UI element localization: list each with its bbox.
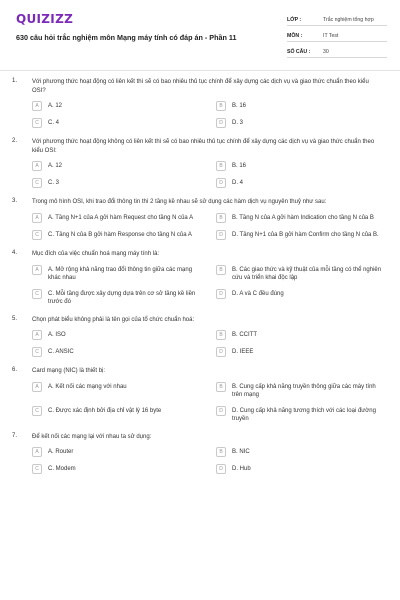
question-list — [0, 78, 400, 484]
answer-option[interactable] — [32, 178, 200, 188]
answer-options — [32, 330, 384, 357]
option-letter-box: A — [32, 382, 42, 392]
option-text: C. 3 — [48, 180, 60, 187]
option-text: C. Được xác định bởi địa chỉ vật lý 16 byte — [48, 407, 162, 414]
answer-option[interactable] — [32, 101, 200, 111]
option-text: B. Tầng N của A gởi hàm Indication cho tầng N của B — [232, 214, 374, 221]
option-text: D. Cung cấp khả năng tương thích với các loại đường truyền — [232, 407, 376, 422]
answer-option[interactable] — [32, 382, 200, 399]
answer-options — [32, 265, 384, 306]
meta-label: MÔN : — [287, 33, 303, 39]
question-text: Để kết nối các mạng lại với nhau ta sử dụng: — [32, 433, 152, 440]
meta-value: IT Test — [323, 33, 339, 39]
option-letter-box: D — [216, 289, 226, 299]
question-text: Với phương thức hoạt động không có liên kết thì sẽ có bao nhiêu thủ tục chính để xây dựng các dịch vụ và giao thức chuẩn theo kiểu OSI: — [32, 139, 375, 154]
option-text: C. Mỗi tầng được xây dựng dựa trên cơ sở tầng kề liền trước đó — [48, 290, 196, 305]
option-letter-box: B — [216, 213, 226, 223]
option-letter-box: B — [216, 330, 226, 340]
answer-option[interactable] — [32, 265, 200, 282]
option-text: A. 12 — [48, 103, 63, 110]
question-item — [0, 250, 400, 306]
option-letter-box: C — [32, 347, 42, 357]
answer-option[interactable] — [32, 161, 200, 171]
option-letter-box: D — [216, 347, 226, 357]
answer-option[interactable] — [216, 265, 384, 282]
option-letter-box: C — [32, 464, 42, 474]
answer-option[interactable] — [216, 289, 384, 306]
answer-option[interactable] — [32, 213, 200, 223]
question-text: Chọn phát biểu không phải là tên gọi của tổ chức chuẩn hoá: — [32, 316, 195, 323]
answer-option[interactable] — [216, 118, 384, 128]
option-letter-box: B — [216, 265, 226, 275]
question-text: Mục đích của việc chuẩn hoá mạng máy tính là: — [32, 250, 160, 257]
answer-option[interactable] — [32, 347, 200, 357]
meta-row — [287, 12, 387, 26]
option-letter-box: D — [216, 118, 226, 128]
option-letter-box: D — [216, 464, 226, 474]
answer-option[interactable] — [32, 289, 200, 306]
option-text: C. Tầng N của B gởi hàm Response cho tầng N của A — [48, 231, 192, 238]
answer-option[interactable] — [216, 230, 384, 240]
option-text: B. Các giao thức và kỹ thuật của mỗi tầng có thể nghiên cứu và triển khai độc lập — [232, 266, 382, 281]
option-letter-box: C — [32, 118, 42, 128]
question-text: Với phương thức hoạt động có liên kết thì sẽ có bao nhiêu thủ tục chính để xây dựng các dịch vụ và giao thức chuẩn theo kiểu OSI? — [32, 79, 369, 94]
question-item — [0, 433, 400, 475]
meta-value: 30 — [323, 49, 329, 55]
option-letter-box: A — [32, 161, 42, 171]
quizizz-logo: QUIZIZZ — [16, 12, 74, 26]
question-number: 7. — [12, 432, 18, 439]
meta-value: Trắc nghiệm tổng hợp — [323, 17, 374, 23]
answer-option[interactable] — [32, 330, 200, 340]
answer-option[interactable] — [216, 347, 384, 357]
option-letter-box: C — [32, 406, 42, 416]
option-text: A. 12 — [48, 163, 63, 170]
option-letter-box: B — [216, 161, 226, 171]
answer-option[interactable] — [216, 213, 384, 223]
option-letter-box: B — [216, 447, 226, 457]
option-text: B. CCITT — [232, 332, 257, 339]
option-text: B. 16 — [232, 103, 247, 110]
option-letter-box: D — [216, 178, 226, 188]
question-item — [0, 316, 400, 358]
option-text: D. 3 — [232, 120, 244, 127]
meta-label: LỚP : — [287, 17, 302, 23]
answer-option[interactable] — [32, 447, 200, 457]
option-text: A. Mở rộng khả năng trao đổi thông tin giữa các mạng khác nhau — [48, 266, 193, 281]
option-letter-box: C — [32, 230, 42, 240]
answer-option[interactable] — [216, 447, 384, 457]
meta-row — [287, 28, 387, 42]
option-text: D. IEEE — [232, 349, 254, 356]
option-text: A. Router — [48, 449, 74, 456]
question-text: Card mạng (NIC) là thiết bị: — [32, 368, 106, 375]
option-letter-box: C — [32, 178, 42, 188]
option-text: C. Modem — [48, 466, 76, 473]
option-text: D. Hub — [232, 466, 251, 473]
question-item — [0, 78, 400, 128]
option-text: A. ISO — [48, 332, 66, 339]
worksheet-header — [0, 0, 400, 64]
answer-option[interactable] — [216, 330, 384, 340]
answer-option[interactable] — [216, 382, 384, 399]
option-text: B. 16 — [232, 163, 247, 170]
answer-option[interactable] — [216, 464, 384, 474]
answer-options — [32, 161, 384, 188]
option-text: B. NIC — [232, 449, 250, 456]
question-number: 1. — [12, 78, 18, 84]
question-item — [0, 367, 400, 423]
answer-option[interactable] — [216, 101, 384, 111]
answer-option[interactable] — [216, 178, 384, 188]
option-text: A. Tầng N+1 của A gởi hàm Request cho tầng N của A — [48, 214, 194, 221]
option-text: D. A và C đều đúng — [232, 290, 284, 297]
meta-row — [287, 44, 387, 58]
option-letter-box: A — [32, 101, 42, 111]
answer-option[interactable] — [216, 161, 384, 171]
question-text: Trong mô hình OSI, khi trao đổi thông tin thì 2 tầng kề nhau sẽ sử dụng các hàm dịch vụ nguyên thuỷ như sau: — [32, 199, 327, 206]
option-text: C. 4 — [48, 120, 60, 127]
option-letter-box: D — [216, 230, 226, 240]
option-letter-box: D — [216, 406, 226, 416]
option-letter-box: C — [32, 289, 42, 299]
answer-options — [32, 447, 384, 474]
answer-options — [32, 101, 384, 128]
answer-option[interactable] — [32, 406, 200, 423]
answer-option[interactable] — [32, 118, 200, 128]
question-number: 5. — [12, 315, 18, 322]
option-letter-box: B — [216, 382, 226, 392]
question-number: 4. — [12, 249, 18, 256]
option-text: D. Tầng N+1 của B gởi hàm Confirm cho tầng N của B. — [232, 231, 379, 238]
header-divider — [0, 70, 400, 71]
option-letter-box: A — [32, 265, 42, 275]
option-letter-box: B — [216, 101, 226, 111]
question-number: 3. — [12, 198, 18, 205]
worksheet-meta — [287, 12, 387, 60]
answer-option[interactable] — [216, 406, 384, 423]
option-letter-box: A — [32, 330, 42, 340]
option-letter-box: A — [32, 213, 42, 223]
meta-label: SỐ CÂU : — [287, 49, 311, 55]
option-text: D. 4 — [232, 180, 244, 187]
worksheet-title: 630 câu hỏi trắc nghiệm môn Mạng máy tính có đáp án - Phần 11 — [16, 33, 237, 42]
question-number: 2. — [12, 138, 18, 145]
option-letter-box: A — [32, 447, 42, 457]
question-item — [0, 198, 400, 240]
answer-options — [32, 213, 384, 240]
answer-option[interactable] — [32, 230, 200, 240]
option-text: C. ANSIC — [48, 349, 74, 356]
question-item — [0, 138, 400, 188]
answer-option[interactable] — [32, 464, 200, 474]
option-text: B. Cung cấp khả năng truyền thông giữa các máy tính trên mạng — [232, 383, 376, 398]
question-number: 6. — [12, 367, 18, 374]
option-text: A. Kết nối các mạng với nhau — [48, 383, 127, 390]
answer-options — [32, 382, 384, 423]
